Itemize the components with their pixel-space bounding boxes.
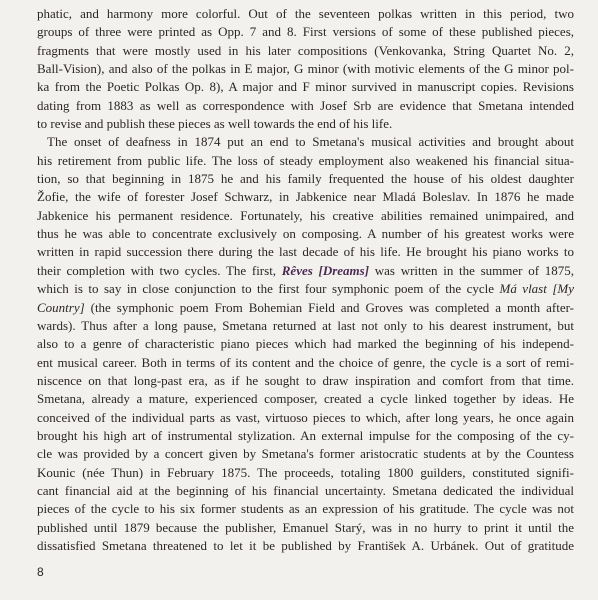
text-line xyxy=(37,280,574,298)
text-line: The onset of deafness in 1874 put an end to Smetana's musical activities and brought about xyxy=(47,134,574,150)
text-line: published until 1879 because the publisher, Emanuel Starý, was in no hurry to print it until the xyxy=(37,519,574,535)
text-line: dissatisfied Smetana threatened to let it be published by František A. Urbánek. Out of gratitude xyxy=(37,537,574,553)
text-line: thus he was able to concentrate exclusively on composing. A number of his greatest works were xyxy=(37,226,574,242)
text-line: Smetana, already a mature, experienced composer, created a cycle linked together by ideas. He xyxy=(37,391,574,407)
text-run: was written in the summer of 1875, xyxy=(369,262,574,278)
text-line: ent musical career. Both in terms of its content and the choice of genre, the cycle is a sort of remi- xyxy=(37,354,574,370)
text-line xyxy=(37,299,574,317)
text-line: Kounic (née Thun) in February 1875. The proceeds, totaling 1800 guilders, constituted signifi- xyxy=(37,464,574,480)
text-line: ka from the Poetic Polkas Op. 8), A major and F minor survived in manuscript copies. Revisions xyxy=(37,79,574,95)
text-line: Jabkenice his permanent residence. Fortunately, his creative abilities remained unimpaired, and xyxy=(37,207,574,223)
text-line xyxy=(37,262,574,280)
text-line: also to a genre of characteristic piano pieces which had marked the beginning of his independ- xyxy=(37,336,574,352)
text-line: fragments that were mostly used in his later compositions (Venkovanka, String Quartet No. 2, xyxy=(37,42,574,58)
text-line: tion, so that beginning in 1875 he and his family frequented the house of his oldest daughter xyxy=(37,171,574,187)
text-run: their completion with two cycles. The first, xyxy=(37,262,282,278)
text-line: dating from 1883 as well as correspondence with Josef Srb are evidence that Smetana intended xyxy=(37,97,574,113)
text-line: brought his high art of instrumental stylization. An external impulse for the composing of the cy- xyxy=(37,427,574,443)
text-line: pieces of the cycle to his six former students as an expression of his gratitude. The cycle was not xyxy=(37,501,574,517)
text-line: to revise and publish these pieces as well towards the end of his life. xyxy=(37,116,393,132)
text-run: (the symphonic poem From Bohemian Field and Groves was completed a month after- xyxy=(84,299,574,315)
text-line: groups of three were printed as Opp. 7 and 8. First versions of some of these published pieces, xyxy=(37,24,574,40)
text-line: niscence on that long-past era, as if he sought to draw inspiration and comfort from that time. xyxy=(37,372,574,388)
text-line: his retirement from public life. The loss of steady employment also weakened his financial situa- xyxy=(37,152,574,168)
work-title-ma-vlast-cont: Country] xyxy=(37,299,85,315)
body-text xyxy=(37,5,574,555)
text-line: written in rapid succession there during the last decade of his life. He brought his piano works to xyxy=(37,244,574,260)
text-line: phatic, and harmony more colorful. Out of the seventeen polkas written in this period, two xyxy=(37,6,574,21)
text-line: Žofie, the wife of forester Josef Schwarz, in Jabkenice near Mladá Boleslav. In 1876 he made xyxy=(37,189,574,205)
text-line: wards). Thus after a long pause, Smetana returned at last not only to his dearest instrument, but xyxy=(37,317,574,333)
page-number: 8 xyxy=(37,565,44,579)
work-title-dreams: Rêves [Dreams] xyxy=(281,262,370,278)
text-line: Ball-Vision), and also of the polkas in E major, G minor (with motivic elements of the G minor pol- xyxy=(37,61,574,77)
text-line: cant financial aid at the beginning of his financial uncertainty. Smetana dedicated the individual xyxy=(37,482,574,498)
text-line: cle was provided by a concert given by Smetana's former aristocratic students at by the Countess xyxy=(37,446,574,462)
text-run: which is to say in close conjunction to the first four symphonic poem of the cycle xyxy=(37,281,500,297)
text-line: conceived of the individual parts as vast, virtuoso pieces to which, after long years, he once again xyxy=(37,409,574,425)
work-title-ma-vlast: Má vlast [My xyxy=(499,281,574,297)
